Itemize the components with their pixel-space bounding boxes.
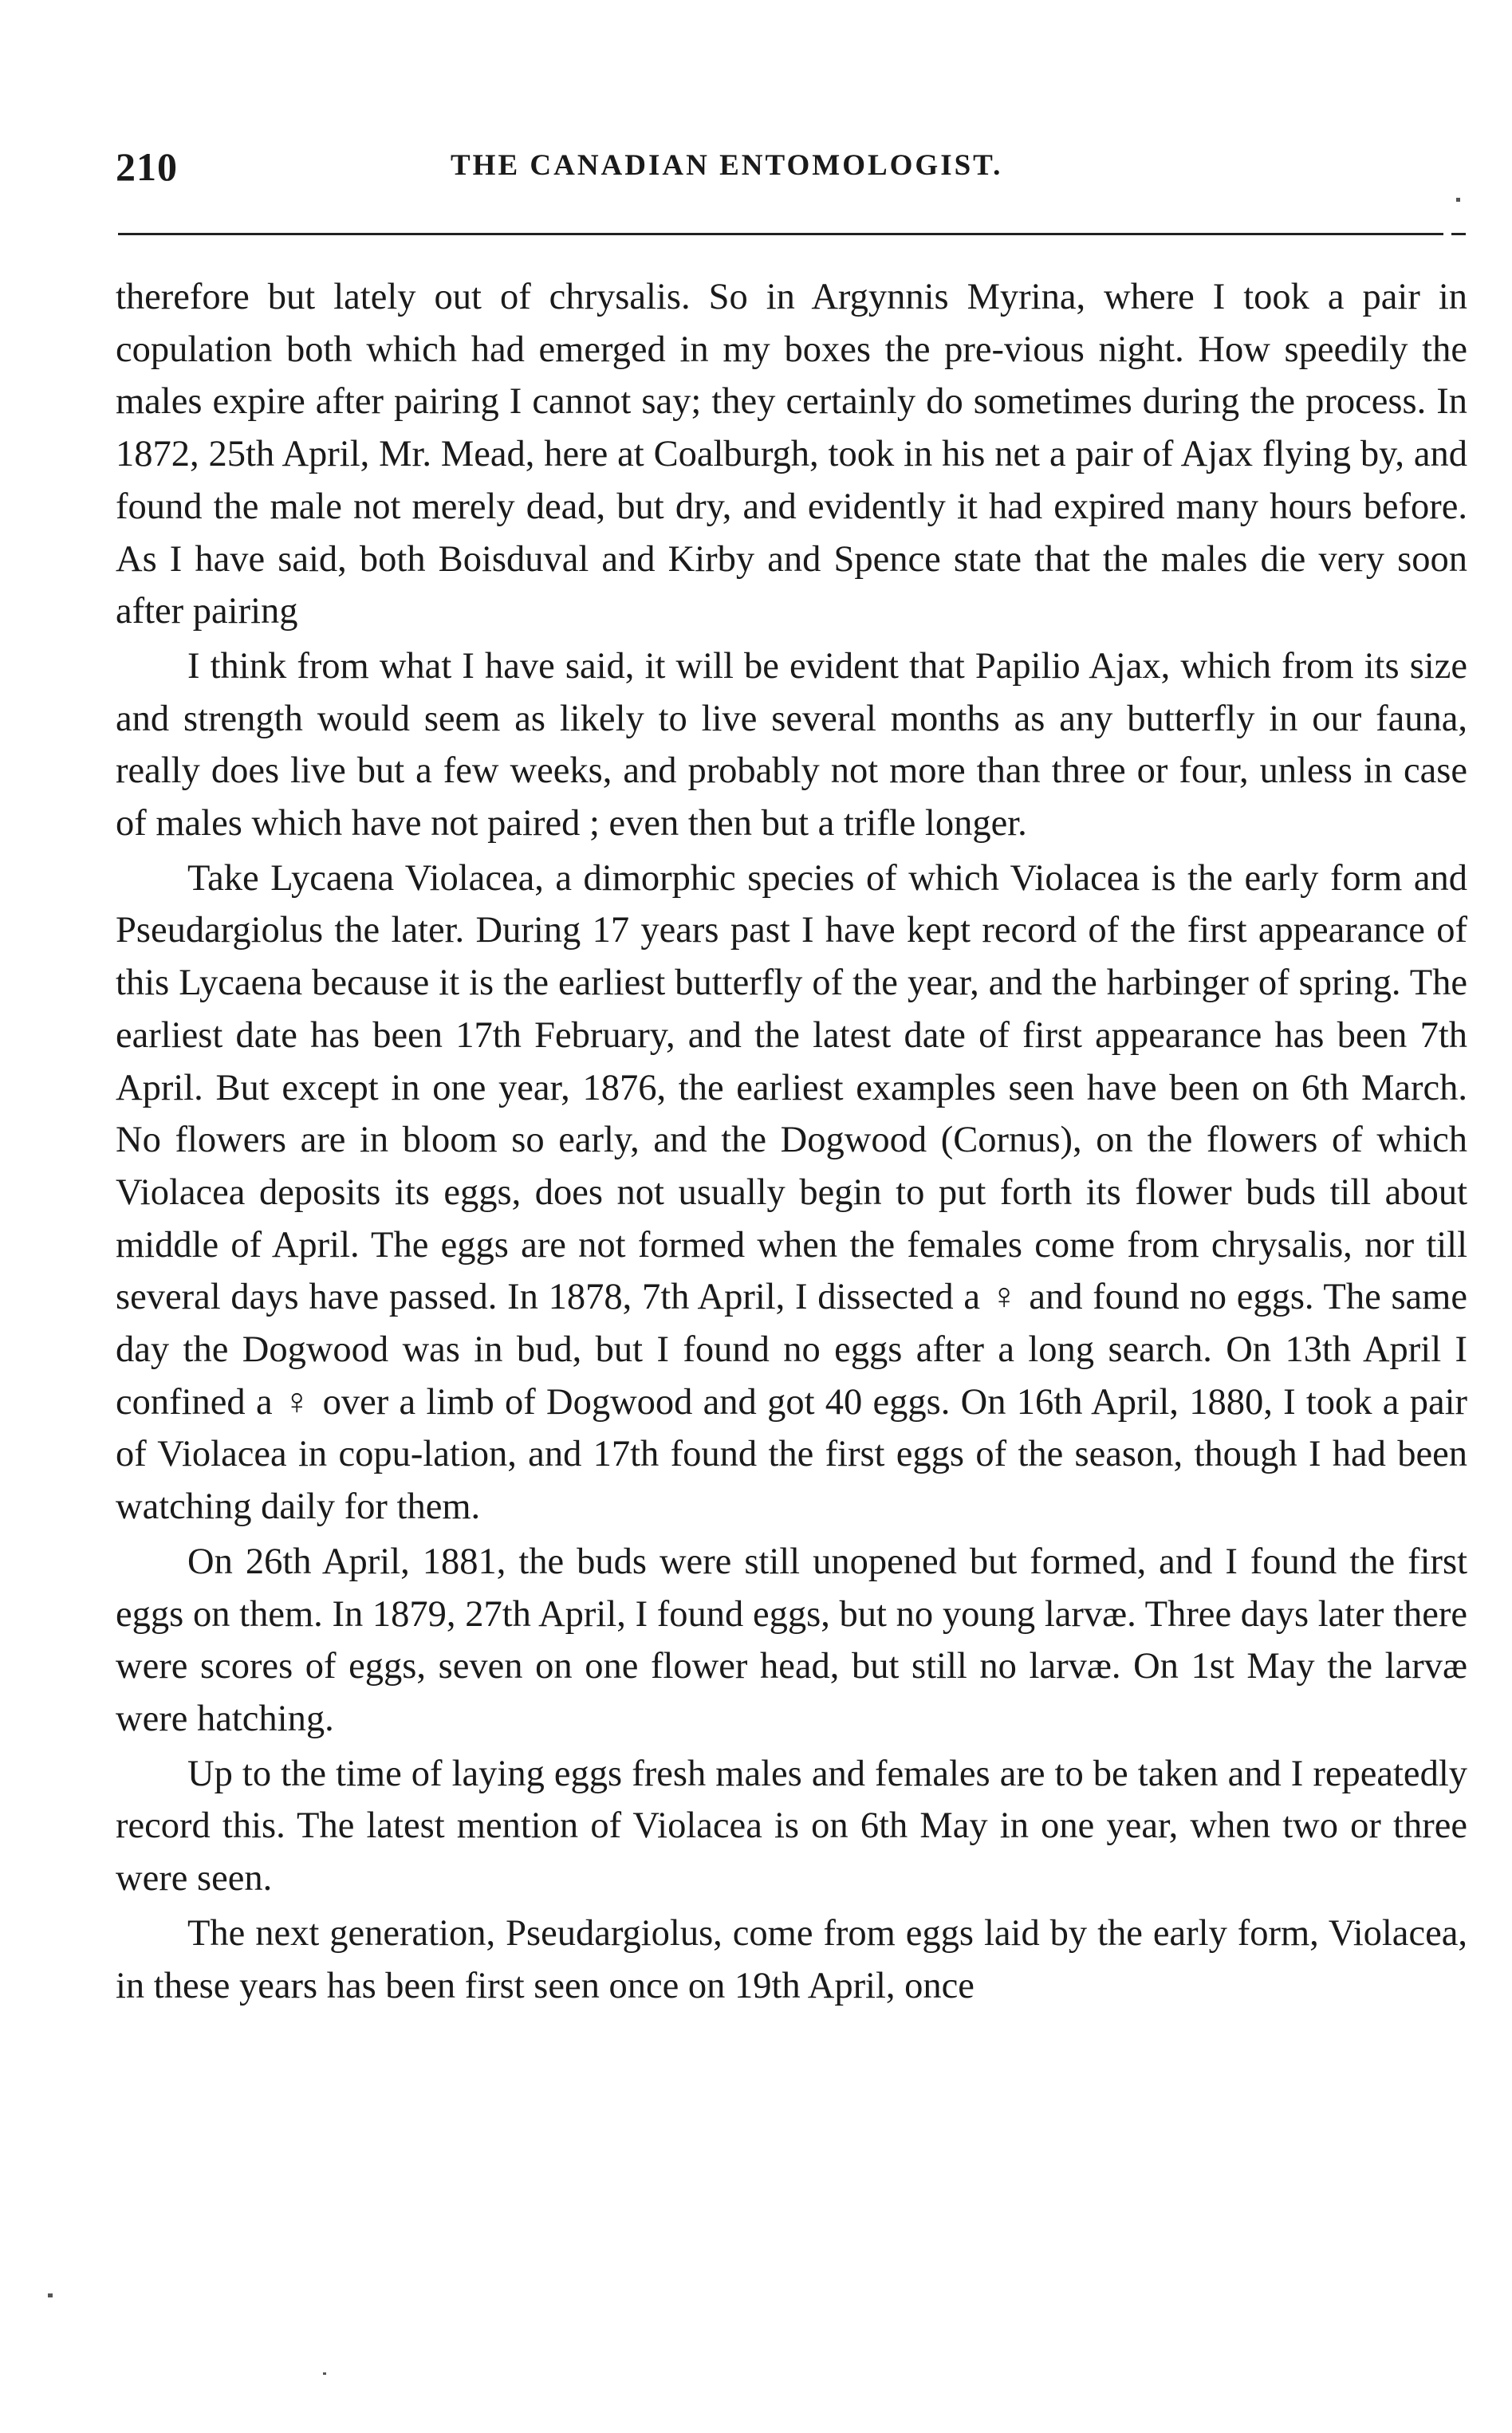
paragraph: Take Lycaena Violacea, a dimorphic species of which Violacea is the early form and Pseudargiolus the later. During 17 years past I have kept record of the first appearance of this Lycaena because it is the earliest butterfly of the year, and the harbinger of spring. The earliest date has been 17th February, and the latest date of first appearance has been 7th April. But except in one year, 1876, the earliest examples seen have been on 6th March. No flowers are in bloom so early, and the Dogwood (Cornus), on the flowers of which Violacea deposits its eggs, does not usually begin to put forth its flower buds till about middle of April. The eggs are not formed when the females come from chrysalis, nor till several days have passed. In 1878, 7th April, I dissected a ♀ and found no eggs. The same day the Dogwood was in bud, but I found no eggs after a long search. On 13th April I confined a ♀ over a limb of Dogwood and got 40 eggs. On 16th April, 1880, I took a pair of Violacea in copu-lation, and 17th found the first eggs of the season, though I had been watching daily for them. — [116, 857, 1467, 1528]
paragraph: I think from what I have said, it will be evident that Papilio Ajax, which from its size and strength would seem as likely to live several months as any butterfly in our fauna, really does live but a few weeks, and probably not more than three or four, unless in case of males which have not paired ; even then but a trifle longer. — [116, 645, 1467, 844]
running-head — [116, 144, 1471, 207]
paragraph: On 26th April, 1881, the buds were still unopened but formed, and I found the first eggs on them. In 1879, 27th April, I found eggs, but no young larvæ. Three days later there were scores of eggs, seven on one flower head, but still no larvæ. On 1st May the larvæ were hatching. — [116, 1541, 1467, 1739]
print-speck — [323, 2372, 326, 2375]
paragraph: Up to the time of laying eggs fresh males and females are to be taken and I repeatedly record this. The latest mention of Violacea is on 6th May in one year, when two or three were seen. — [116, 1753, 1467, 1900]
journal-title: THE CANADIAN ENTOMOLOGIST. — [451, 149, 1003, 182]
header-rule — [118, 233, 1443, 235]
page-number: 210 — [116, 144, 178, 189]
paragraph: The next generation, Pseudargiolus, come from eggs laid by the early form, Violacea, in these years has been first seen once on 19th April, once — [116, 1912, 1467, 2006]
print-speck — [1456, 198, 1460, 202]
body-text — [116, 271, 1467, 2012]
print-speck — [48, 2293, 53, 2297]
header-rule-end-mark — [1451, 233, 1466, 235]
paragraph-continued: therefore but lately out of chrysalis. So in Argynnis Myrina, where I took a pair in copulation both which had emerged in my boxes the pre-vious night. How speedily the males expire after pairing I cannot say; they certainly do sometimes during the process. In 1872, 25th April, Mr. Mead, here at Coalburgh, took in his net a pair of Ajax flying by, and found the male not merely dead, but dry, and evidently it had expired many hours before. As I have said, both Boisduval and Kirby and Spence state that the males die very soon after pairing — [116, 277, 1467, 632]
